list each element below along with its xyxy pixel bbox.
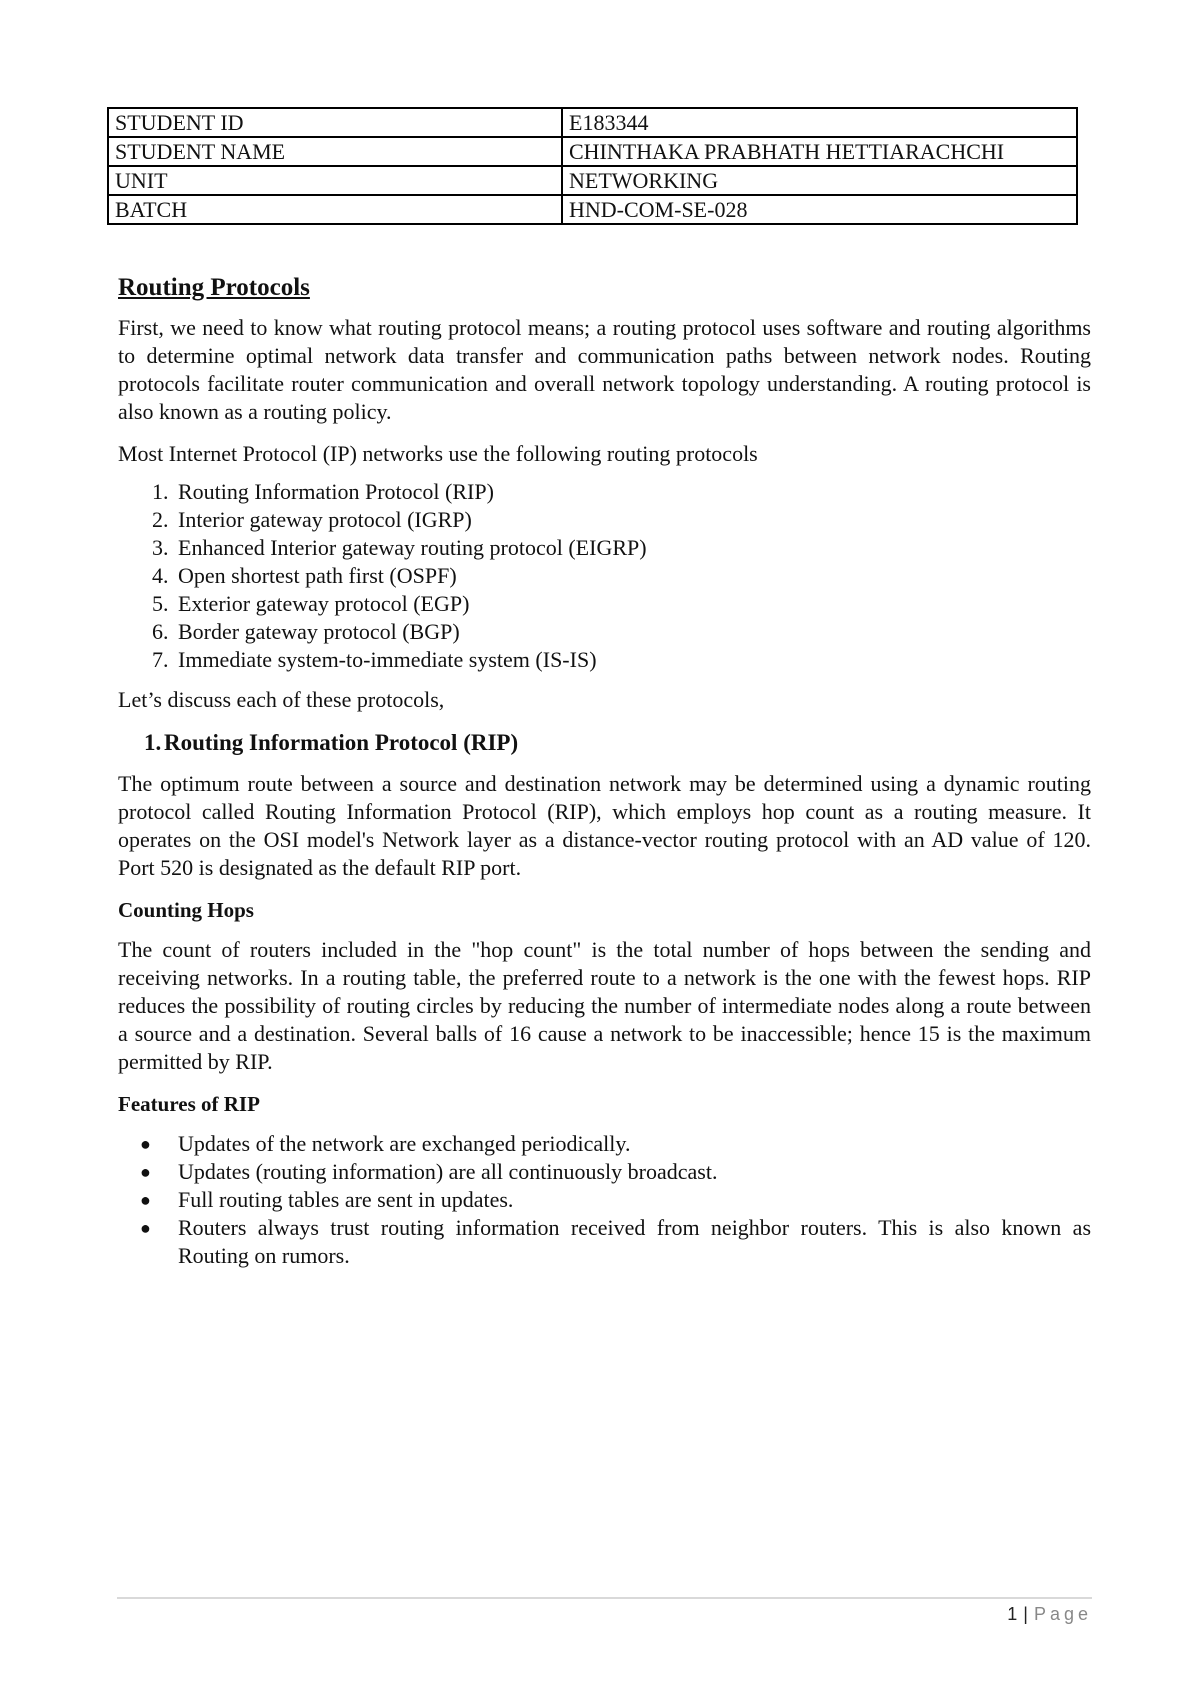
- page-label: Page: [1033, 1604, 1092, 1624]
- feature-text: Updates of the network are exchanged periodically.: [178, 1131, 631, 1156]
- page-number: 1: [1007, 1604, 1018, 1624]
- list-item: [140, 1186, 1091, 1214]
- unit-label: UNIT: [108, 166, 562, 195]
- list-item: 4. Open shortest path first (OSPF): [174, 562, 1091, 590]
- list-item: [140, 1158, 1091, 1186]
- rip-paragraph: The optimum route between a source and destination network may be determined using a dynamic routing protocol called Routing Information Protocol (RIP), which employs hop count as a routing measure. It operates on the OSI model's Network layer as a distance-vector routing protocol with an AD value of 120. Port 520 is designated as the default RIP port.: [118, 771, 1091, 880]
- counting-hops-paragraph: The count of routers included in the "hop count" is the total number of hops between the sending and receiving networks. In a routing table, the preferred route to a network is the one with the fewest hops. RIP reduces the possibility of routing circles by reducing the number of intermediate nodes along a route between a source and a destination. Several balls of 16 cause a network to be inaccessible; hence 15 is the maximum permitted by RIP.: [118, 937, 1091, 1074]
- list-item: 6. Border gateway protocol (BGP): [174, 618, 1091, 646]
- page-footer: [1007, 1604, 1092, 1625]
- student-id-value: E183344: [562, 108, 1077, 137]
- list-item: 7. Immediate system-to-immediate system (IS-IS): [174, 646, 1091, 674]
- feature-text: Routers always trust routing information received from neighbor routers. This is also known as Routing on rumors.: [178, 1215, 1091, 1268]
- list-item: 5. Exterior gateway protocol (EGP): [174, 590, 1091, 618]
- section-heading-rip: [118, 728, 1091, 758]
- document-body: [118, 272, 1091, 1270]
- page-title: Routing Protocols: [118, 274, 310, 301]
- bullet-icon: ●: [140, 1190, 151, 1210]
- student-info-table: [107, 107, 1078, 225]
- counting-hops-heading: Counting Hops: [118, 898, 254, 922]
- table-row: [108, 195, 1077, 224]
- table-row: [108, 108, 1077, 137]
- features-heading: Features of RIP: [118, 1092, 260, 1116]
- student-name-label: STUDENT NAME: [108, 137, 562, 166]
- table-row: [108, 166, 1077, 195]
- bullet-icon: ●: [140, 1162, 151, 1182]
- student-name-value: CHINTHAKA PRABHATH HETTIARACHCHI: [562, 137, 1077, 166]
- protocol-list: [118, 478, 1091, 674]
- section-title: Routing Information Protocol (RIP): [164, 730, 519, 755]
- student-id-label: STUDENT ID: [108, 108, 562, 137]
- table-row: [108, 137, 1077, 166]
- batch-value: HND-COM-SE-028: [562, 195, 1077, 224]
- footer-separator: |: [1023, 1604, 1028, 1624]
- features-list: [118, 1130, 1091, 1270]
- footer-divider: [117, 1597, 1092, 1599]
- unit-value: NETWORKING: [562, 166, 1077, 195]
- bullet-icon: ●: [140, 1218, 151, 1238]
- section-number: 1.: [144, 730, 162, 755]
- list-item: 1. Routing Information Protocol (RIP): [174, 478, 1091, 506]
- list-lead-text: Most Internet Protocol (IP) networks use the following routing protocols: [118, 441, 758, 466]
- list-item: [140, 1130, 1091, 1158]
- batch-label: BATCH: [108, 195, 562, 224]
- intro-paragraph: First, we need to know what routing protocol means; a routing protocol uses software and routing algorithms to determine optimal network data transfer and communication paths between network nodes. Routing protocols facilitate router communication and overall network topology understanding. A routing protocol is also known as a routing policy.: [118, 315, 1091, 424]
- feature-text: Full routing tables are sent in updates.: [178, 1187, 514, 1212]
- list-item: [140, 1214, 1091, 1270]
- discuss-text: Let’s discuss each of these protocols,: [118, 687, 445, 712]
- feature-text: Updates (routing information) are all continuously broadcast.: [178, 1159, 718, 1184]
- list-item: 3. Enhanced Interior gateway routing protocol (EIGRP): [174, 534, 1091, 562]
- list-item: 2. Interior gateway protocol (IGRP): [174, 506, 1091, 534]
- bullet-icon: ●: [140, 1134, 151, 1154]
